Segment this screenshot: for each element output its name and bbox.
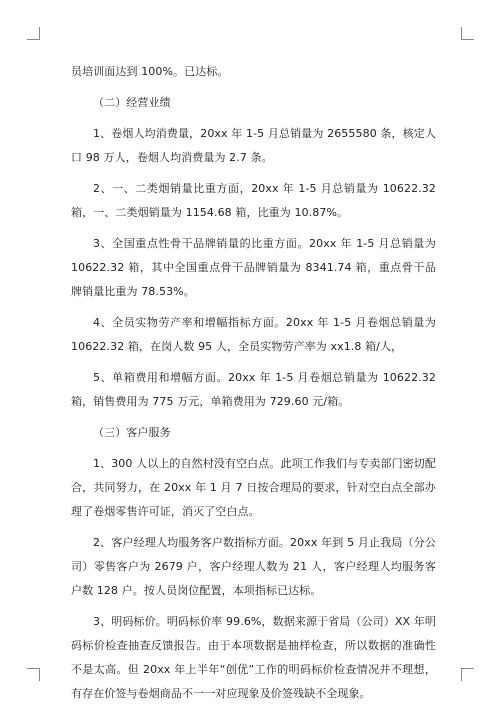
paragraph-per-case-cost: 5、单箱费用和增幅方面。20xx 年 1-5 月卷烟总销量为 10622.32 箱，销售费用为 775 万元，单箱费用为 729.60 元/箱。 bbox=[71, 371, 436, 408]
paragraph-class-one-two-share: 2、一、二类烟销量比重方面，20xx 年 1-5 月总销量为 10622.32 箱，一、二类烟销量为 1154.68 箱，比重为 10.87%。 bbox=[71, 182, 436, 219]
document-body bbox=[71, 60, 436, 713]
paragraph-price-tagging: 3、明码标价。明码标价率 99.6%，数据来源于省局（公司）XX 年明码标价检查抽查反馈报告。由于本项数据是抽样检查，所以数据的准确性不是太高。但 20xx 年上半年“创优”工作的明码标价检查情况并不理想，有存在价签与卷烟商品不一一对应现象及价签残缺不全现象。 bbox=[71, 615, 436, 700]
crop-mark-top-left bbox=[27, 27, 40, 40]
paragraph-labor-productivity: 4、全员实物劳产率和增幅指标方面。20xx 年 1-5 月卷烟总销量为 10622.32 箱，在岗人数 95 人，全员实物劳产率为 xx1.8 箱/人， bbox=[71, 316, 436, 353]
section-heading-customer-service: （三）客户服务 bbox=[93, 426, 171, 439]
paragraph-key-brand-share: 3、全国重点性骨干品牌销量的比重方面。20xx 年 1-5 月总销量为 10622.32 箱，其中全国重点骨干品牌销量为 8341.74 箱，重点骨干品牌销量比重为 78.53%。 bbox=[71, 237, 436, 298]
crop-mark-bottom-left bbox=[27, 668, 40, 681]
paragraph-customer-manager-ratio: 2、客户经理人均服务客户数指标方面。20xx 年到 5 月止我局（分公司）零售客户为 2679 户，客户经理人数为 21 人，客户经理人均服务客户数 128 户。按人员岗位配置，本项指标已达标。 bbox=[71, 536, 436, 597]
crop-mark-bottom-right bbox=[461, 668, 474, 681]
paragraph-per-capita-consumption: 1、卷烟人均消费量，20xx 年 1-5 月总销量为 2655580 条，核定人口 98 万人，卷烟人均消费量为 2.7 条。 bbox=[71, 127, 436, 164]
paragraph-training-rate: 员培训面达到 100%。已达标。 bbox=[71, 65, 229, 78]
crop-mark-top-right bbox=[461, 27, 474, 40]
section-heading-business-performance: （二）经营业绩 bbox=[93, 96, 171, 109]
paragraph-village-coverage: 1、300 人以上的自然村没有空白点。此项工作我们与专卖部门密切配合，共同努力，在 20xx 年 1 月 7 日按合理局的要求，针对空白点全部办理了卷烟零售许可证，消灭了空白点。 bbox=[71, 457, 436, 518]
